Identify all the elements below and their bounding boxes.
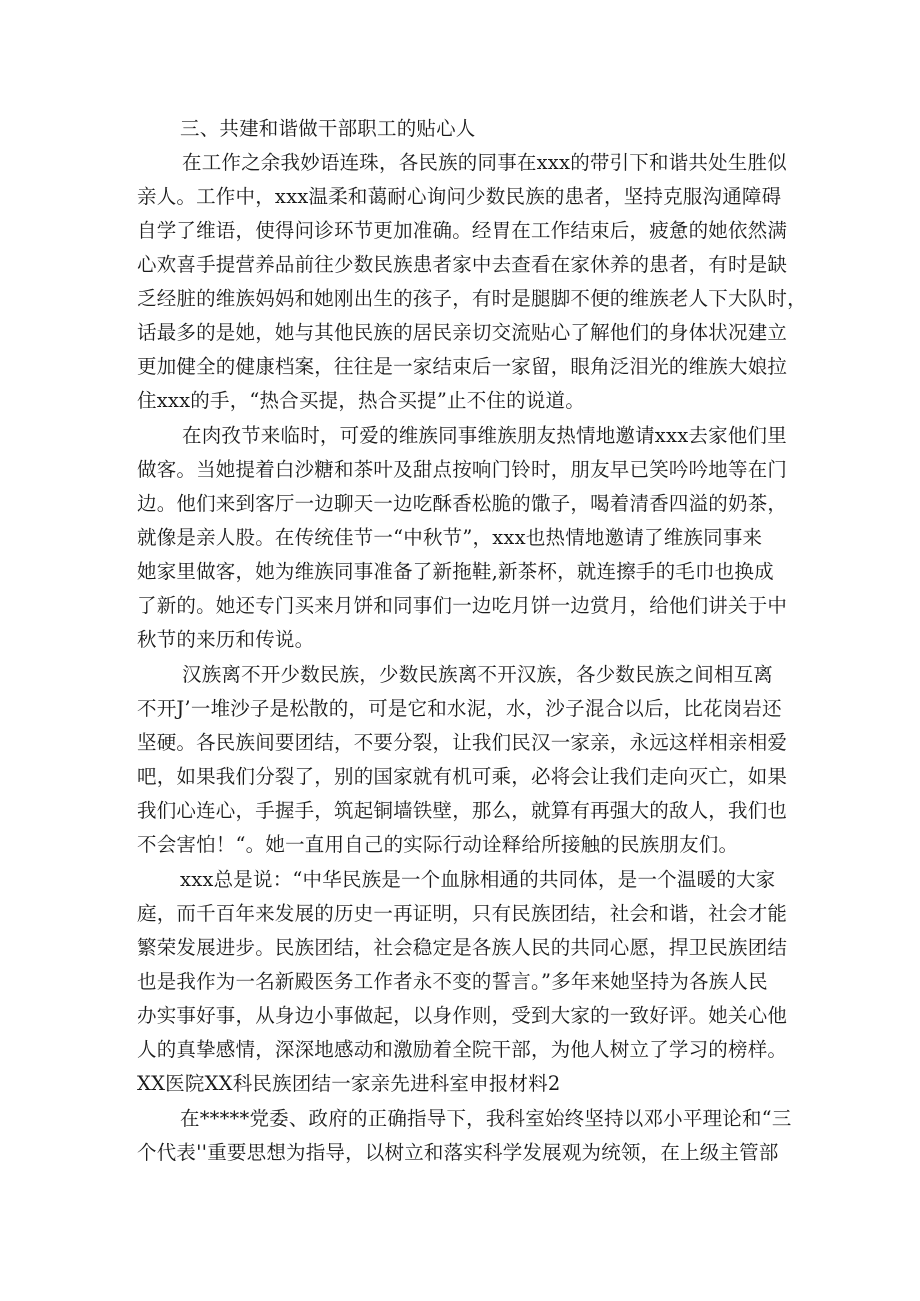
paragraph-line: 不会害怕！“。她一直用自己的实际行动诠释给所接触的民族朋友们。 xyxy=(137,833,739,856)
paragraph-line: 就像是亲人股。在传统佳节一“中秋节”，xxx也热情地邀请了维族同事来 xyxy=(137,526,763,549)
paragraph-line: 我们心连心，手握手，筑起铜墙铁壁，那么，就算有再强大的敌人，我们也 xyxy=(137,799,788,822)
document-title: XX医院XX科民族团结一家亲先进科室申报材料2 xyxy=(137,1072,561,1095)
paragraph-line: 在*****党委、政府的正确指导下，我科室始终坚持以邓小平理论和“三 xyxy=(180,1107,792,1130)
paragraph-line: 人的真挚感情，深深地感动和激励着全院干部，为他人树立了学习的榜样。 xyxy=(137,1038,788,1061)
paragraph-line: 乏经脏的维族妈妈和她刚出生的孩子，有时是腿脚不便的维族老人下大队时， xyxy=(137,287,807,310)
paragraph-line: 心欢喜手提营养品前往少数民族患者家中去查看在家休养的患者，有时是缺 xyxy=(137,253,788,276)
paragraph-line: 做客。当她提着白沙糖和茶叶及甜点按响门铃时，朋友早已笑吟吟地等在门 xyxy=(137,458,788,481)
paragraph-line: 不开J’一堆沙子是松散的，可是它和水泥，水，沙子混合以后，比花岗岩还 xyxy=(137,697,782,720)
paragraph-line: 秋节的来历和传说。 xyxy=(137,628,315,651)
paragraph-line: 庭，而千百年来发展的历史一再证明，只有民族团结，社会和谐，社会才能 xyxy=(137,902,788,925)
paragraph-line: 住xxx的手，“热合买提，热合买提”止不住的说道。 xyxy=(137,389,585,412)
paragraph-line: 边。他们来到客厅一边聊天一边吃酥香松脆的馓子，喝着清香四溢的奶茶， xyxy=(137,492,788,515)
paragraph-line: 话最多的是她，她与其他民族的居民亲切交流贴心了解他们的身体状况建立 xyxy=(137,321,788,344)
paragraph-line: 汉族离不开少数民族，少数民族离不开汉族，各少数民族之间相互离 xyxy=(182,663,774,686)
paragraph-line: 了新的。她还专门买来月饼和同事们一边吃月饼一边赏月，给他们讲关于中 xyxy=(137,594,788,617)
paragraph-line: 个代表''重要思想为指导，以树立和落实科学发展观为统领，在上级主管部 xyxy=(137,1141,779,1164)
paragraph-line: 更加健全的健康档案，往往是一家结束后一家留，眼角泛泪光的维族大娘拉 xyxy=(137,355,788,378)
paragraph-line: 她家里做客，她为维族同事准备了新拖鞋,新茶杯，就连擦手的毛巾也换成 xyxy=(137,560,774,583)
section-heading: 三、共建和谐做干部职工的贴心人 xyxy=(180,117,476,140)
paragraph-line: 亲人。工作中，xxx温柔和蔼耐心询问少数民族的患者，坚持克服沟通障碍 xyxy=(137,185,782,208)
paragraph-line: 在工作之余我妙语连珠，各民族的同事在xxx的带引下和谐共处生胜似 xyxy=(182,151,787,174)
paragraph-line: 在肉孜节来临时，可爱的维族同事维族朋友热情地邀请xxx去家他们里 xyxy=(182,424,787,447)
paragraph-line: 吧，如果我们分裂了，别的国家就有机可乘，必将会让我们走向灭亡，如果 xyxy=(137,765,788,788)
paragraph-line: xxx总是说：“中华民族是一个血脉相通的共同体，是一个温暖的大家 xyxy=(180,868,776,891)
paragraph-line: 繁荣发展进步。民族团结，社会稳定是各族人民的共同心愿，捍卫民族团结 xyxy=(137,936,788,959)
paragraph-line: 坚硬。各民族间要团结，不要分裂，让我们民汉一家亲，永远这样相亲相爱 xyxy=(137,731,788,754)
paragraph-line: 也是我作为一名新殿医务工作者永不变的誓言。”多年来她坚持为各族人民 xyxy=(137,970,768,993)
paragraph-line: 办实事好事，从身边小事做起，以身作则，受到大家的一致好评。她关心他 xyxy=(137,1004,788,1027)
paragraph-line: 自学了维语，使得问诊环节更加准确。经胃在工作结束后，疲惫的她依然满 xyxy=(137,219,788,242)
